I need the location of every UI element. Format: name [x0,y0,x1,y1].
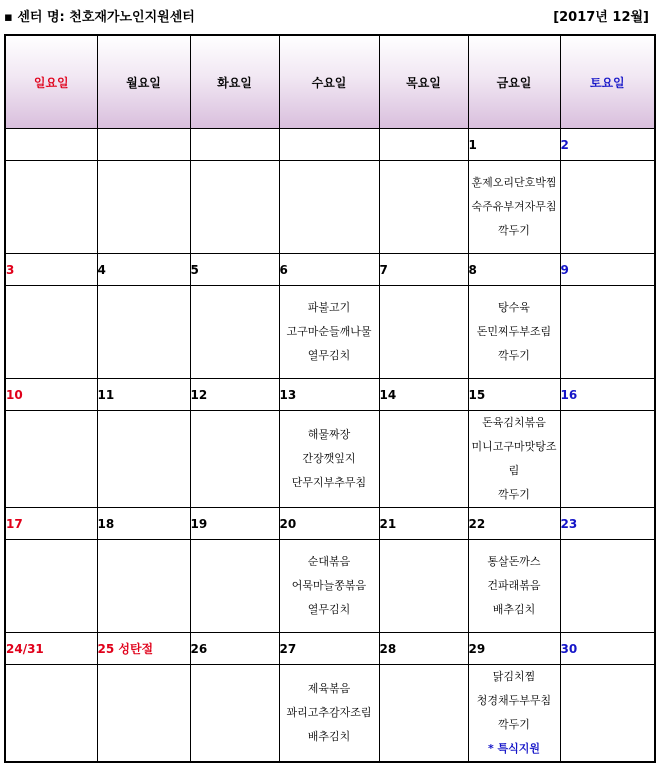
menu-item: 파불고기 [307,301,351,314]
menu-cell [468,286,560,379]
menu-cell [379,665,468,763]
date-cell: 12 [190,379,279,411]
menu-item: 열무김치 [307,603,351,616]
menu-item: 청경채두부무침 [476,694,552,707]
menu-cell [468,540,560,633]
date-cell: 11 [97,379,190,411]
menu-item: 깍두기 [498,488,530,501]
menu-item: 어묵마늘쫑볶음 [291,579,367,592]
weekday-sun: 일요일 [5,35,97,129]
menu-item: 훈제오리단호박찜 [471,176,557,189]
menu-cell [560,161,655,254]
period-label: [2017년 12월] [553,10,649,25]
date-cell [5,129,97,161]
date-cell: 25 성탄절 [97,633,190,665]
menu-cell [379,286,468,379]
weekday-wed: 수요일 [279,35,379,129]
menu-item: 깍두기 [498,349,530,362]
menu-cell [560,286,655,379]
date-cell: 29 [468,633,560,665]
menu-cell [97,540,190,633]
menu-cell [97,161,190,254]
date-cell: 18 [97,508,190,540]
date-row [5,633,655,665]
menu-item: 닭김치찜 [492,670,536,683]
menu-item: 순대볶음 [307,555,351,568]
date-cell: 16 [560,379,655,411]
date-cell [190,129,279,161]
menu-cell [279,665,379,763]
menu-cell [560,540,655,633]
menu-item: 꽈리고추감자조림 [286,706,372,719]
date-row [5,508,655,540]
date-cell: 8 [468,254,560,286]
menu-row [5,411,655,508]
date-cell [379,129,468,161]
menu-cell [5,161,97,254]
date-cell: 14 [379,379,468,411]
menu-cell [279,540,379,633]
menu-cell [468,161,560,254]
date-cell: 21 [379,508,468,540]
weekday-mon: 월요일 [97,35,190,129]
weekday-thu: 목요일 [379,35,468,129]
date-cell: 10 [5,379,97,411]
menu-cell [97,411,190,508]
date-cell: 26 [190,633,279,665]
menu-item: 돈육김치볶음 [482,416,546,429]
menu-cell [379,411,468,508]
date-cell [279,129,379,161]
menu-cell [560,665,655,763]
weekday-header-row [5,35,655,129]
menu-cell [468,411,560,508]
menu-row [5,161,655,254]
menu-item: 열무김치 [307,349,351,362]
menu-item: 해물짜장 [307,428,351,441]
menu-calendar [4,34,656,763]
date-cell: 5 [190,254,279,286]
menu-cell [190,286,279,379]
date-cell: 3 [5,254,97,286]
date-cell: 20 [279,508,379,540]
menu-item: 돈민찌두부조림 [476,325,552,338]
center-name: ▪ 센터 명: 천호재가노인지원센터 [4,10,195,25]
menu-cell [5,665,97,763]
menu-item: 탕수육 [498,301,530,314]
date-cell: 6 [279,254,379,286]
menu-cell [97,665,190,763]
menu-item: 배추김치 [307,730,351,743]
menu-item: 고구마순들깨나물 [286,325,372,338]
menu-cell [379,540,468,633]
weekday-sat: 토요일 [560,35,655,129]
date-cell: 22 [468,508,560,540]
menu-cell [5,540,97,633]
menu-item: 깍두기 [498,718,530,731]
menu-row [5,286,655,379]
menu-row [5,665,655,763]
date-cell: 7 [379,254,468,286]
menu-item: 미니고구마맛탕조림 [471,440,557,477]
menu-item: 단무지부추무침 [291,476,367,489]
menu-cell [190,161,279,254]
weekday-fri: 금요일 [468,35,560,129]
special-note: * 특식지원 [487,742,541,755]
menu-item: 배추김치 [492,603,536,616]
menu-item: 숙주유부겨자무침 [471,200,557,213]
date-cell: 30 [560,633,655,665]
menu-item: 통살돈까스 [487,555,541,568]
date-row [5,379,655,411]
menu-cell [379,161,468,254]
menu-cell [97,286,190,379]
date-cell: 24/31 [5,633,97,665]
menu-cell [560,411,655,508]
header-bar [0,0,657,30]
menu-cell [5,286,97,379]
menu-row [5,540,655,633]
menu-cell [190,411,279,508]
menu-cell [468,665,560,763]
menu-item: 제육볶음 [307,682,351,695]
date-row [5,254,655,286]
menu-cell [279,161,379,254]
calendar-body [5,129,655,763]
date-cell: 19 [190,508,279,540]
weekday-tue: 화요일 [190,35,279,129]
date-cell: 15 [468,379,560,411]
menu-item: 간장깻잎지 [302,452,356,465]
date-cell: 17 [5,508,97,540]
date-cell: 9 [560,254,655,286]
date-cell: 23 [560,508,655,540]
date-cell: 2 [560,129,655,161]
menu-cell [190,540,279,633]
menu-cell [279,411,379,508]
menu-cell [5,411,97,508]
menu-cell [279,286,379,379]
date-cell: 13 [279,379,379,411]
date-cell: 27 [279,633,379,665]
menu-item: 깍두기 [498,224,530,237]
date-cell: 1 [468,129,560,161]
date-row [5,129,655,161]
menu-item: 건파래볶음 [487,579,541,592]
date-cell: 28 [379,633,468,665]
date-cell [97,129,190,161]
menu-cell [190,665,279,763]
date-cell: 4 [97,254,190,286]
